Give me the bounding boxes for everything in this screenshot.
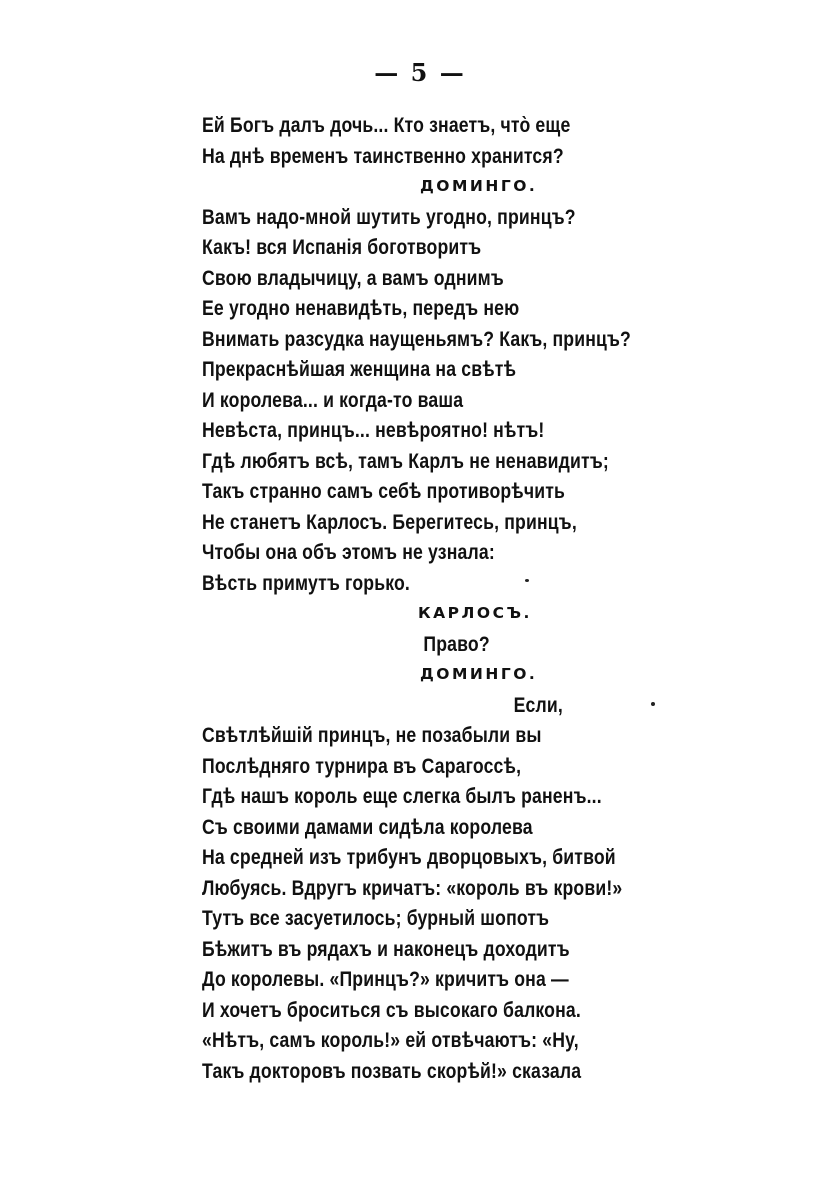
verse-line: Съ своими дамами сидѣла королева	[202, 814, 533, 839]
verse-line: «Нѣтъ, самъ король!» ей отвѣчаютъ: «Ну,	[202, 1028, 579, 1052]
verse-line: Какъ! вся Испанія боготворитъ	[202, 235, 482, 259]
ink-speck	[525, 579, 529, 582]
verse-line: Ей Богъ далъ дочь... Кто знаетъ, что̀ еще	[202, 113, 571, 137]
verse-line: На средней изъ трибунъ дворцовыхъ, битвой	[202, 845, 616, 869]
verse-line: Свою владычицу, а вамъ однимъ	[202, 265, 504, 290]
verse-line: Если,	[513, 692, 563, 717]
verse-line: И хочетъ броситься съ высокаго балкона.	[202, 997, 581, 1022]
verse-line: Вамъ надо-мной шутить угодно, принцъ?	[202, 204, 576, 229]
page-number: — 5 —	[374, 58, 466, 87]
verse-line: Такъ странно самъ себѣ противорѣчить	[202, 479, 566, 503]
ink-speck	[651, 702, 655, 706]
verse-line: Тутъ все засуетилось; бурный шопотъ	[202, 906, 550, 930]
verse-line: Чтобы она объ этомъ не узнала:	[202, 540, 495, 564]
verse-line: Такъ докторовъ позвать скорѣй!» сказала	[202, 1058, 582, 1083]
verse-text	[202, 110, 802, 1086]
verse-line: Ее угодно ненавидѣть, передъ нею	[202, 296, 520, 320]
verse-line: Послѣдняго турнира въ Сарагоссѣ,	[202, 753, 522, 778]
verse-line: На днѣ временъ таинственно хранится?	[202, 143, 564, 168]
verse-line: Гдѣ нашъ король еще слегка былъ раненъ...	[202, 784, 602, 808]
verse-line: Невѣста, принцъ... невѣроятно! нѣтъ!	[202, 418, 545, 442]
verse-line: Прекраснѣйшая женщина на свѣтѣ	[202, 357, 517, 381]
verse-line: Любуясь. Вдругъ кричатъ: «король въ крови!»	[202, 875, 623, 900]
verse-line: И королева... и когда-то ваша	[202, 387, 464, 412]
verse-line: Вѣсть примутъ горько.	[202, 570, 410, 595]
verse-line: Гдѣ любятъ всѣ, тамъ Карлъ не ненавидитъ;	[202, 448, 609, 473]
verse-line: Бѣжитъ въ рядахъ и наконецъ доходитъ	[202, 936, 570, 961]
verse-line: До королевы. «Принцъ?» кричитъ она —	[202, 967, 569, 991]
speaker-name: КАРЛОСЪ.	[418, 604, 532, 622]
verse-line: Право?	[423, 631, 490, 656]
verse-line: Не станетъ Карлосъ. Берегитесь, принцъ,	[202, 509, 577, 534]
speaker-name: ДОМИНГО.	[420, 177, 538, 195]
speaker-name: ДОМИНГО.	[420, 665, 538, 683]
verse-line: Свѣтлѣйшій принцъ, не позабыли вы	[202, 723, 542, 747]
verse-line: Внимать разсудка наущеньямъ? Какъ, принцъ?	[202, 326, 631, 351]
